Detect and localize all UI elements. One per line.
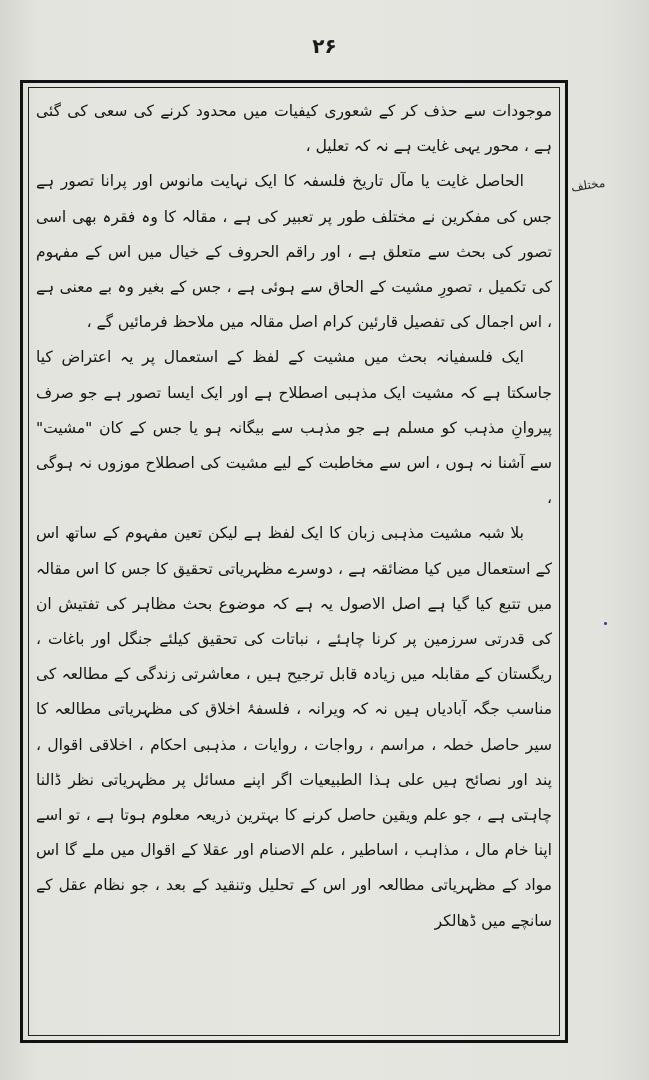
paragraph-3: ایک فلسفیانہ بحث میں مشیت کے لفظ کے استعمال پر یہ اعتراض کیا جاسکتا ہے کہ مشیت ایک مذہبی اصطلاح ہے اور ایک ایسا تصور ہے جو صرف پیروانِ مذہب کو مسلم ہے جو مذہب سے بیگانہ ہو یا جس کے کان "مشیت" سے آشنا نہ ہوں ، اس سے مخاطبت کے لیے مشیت کی اصطلاح موزوں نہ ہوگی ، bbox=[36, 348, 552, 508]
page-number: ۲۶ bbox=[312, 34, 337, 58]
paragraph-2: الحاصل غایت یا مآل تاریخ فلسفہ کا ایک نہایت مانوس اور پرانا تصور ہے جس کی مفکرین نے مختلف طور پر تعبیر کی ہے ، مقالہ کا وہ فقرہ بھی اسی تصور کی بحث سے متعلق ہے ، اور راقم الحروف کے خیال میں اس کے مفہوم کی تکمیل ، تصورِ مشیت کے الحاق سے ہوئی ہے ، جس کے بغیر وہ بے معنی ہے ، اس اجمال کی تفصیل قارئین کرام اصل مقالہ میں ملاحظ فرمائیں گے ، bbox=[36, 172, 552, 332]
paragraph-4: بلا شبہ مشیت مذہبی زبان کا ایک لفظ ہے لیکن تعین مفہوم کے ساتھ اس کے استعمال میں کیا مضائقہ ہے ، دوسرے مظہریاتی تحقیق کا جس کا اس مقالہ میں تتبع کیا گیا ہے اصل الاصول یہ ہے کہ موضوع بحث مظاہر کی تفتیش ان کی قدرتی سرزمین پر کرنا چاہئے ، نباتات کی تحقیق کیلئے جنگل اور باغات ، ریگستان کے مقابلہ میں زیادہ قابل ترجیح ہیں ، معاشرتی زندگی کے مطالعہ کی مناسب جگہ آبادیاں ہیں نہ کہ ویرانہ ، فلسفۂ اخلاق کی مظہریاتی مطالعہ کا سیر حاصل خطہ ، مراسم ، رواجات ، روایات ، مذہبی احکام ، اخلاقی اقوال ، پند اور نصائح ہیں علی ہذا الطبیعیات اگر اپنے مسائل پر مظہریاتی نظر ڈالنا چاہتی ہے ، جو علم ویقین حاصل کرنے کا بہترین ذریعہ معلوم ہوتا ہے ، تو اسے اپنا خام مال ، مذاہب ، اساطیر ، علم الاصنام اور عقلا کے اقوال میں ملے گا اس مواد کے مظہریاتی مطالعہ اور اس کے تحلیل وتنقید کے بعد ، جو نظام عقل کے سانچے میں ڈھالکر bbox=[36, 524, 552, 930]
ink-dot bbox=[604, 622, 607, 625]
paragraph-1: موجودات سے حذف کر کے شعوری کیفیات میں محدود کرنے کی سعی کی گئی ہے ، محور یہی غایت ہے نہ کہ تعلیل ، bbox=[36, 102, 552, 156]
body-text bbox=[36, 94, 552, 1030]
handwritten-margin-note: مختلف bbox=[569, 175, 606, 195]
